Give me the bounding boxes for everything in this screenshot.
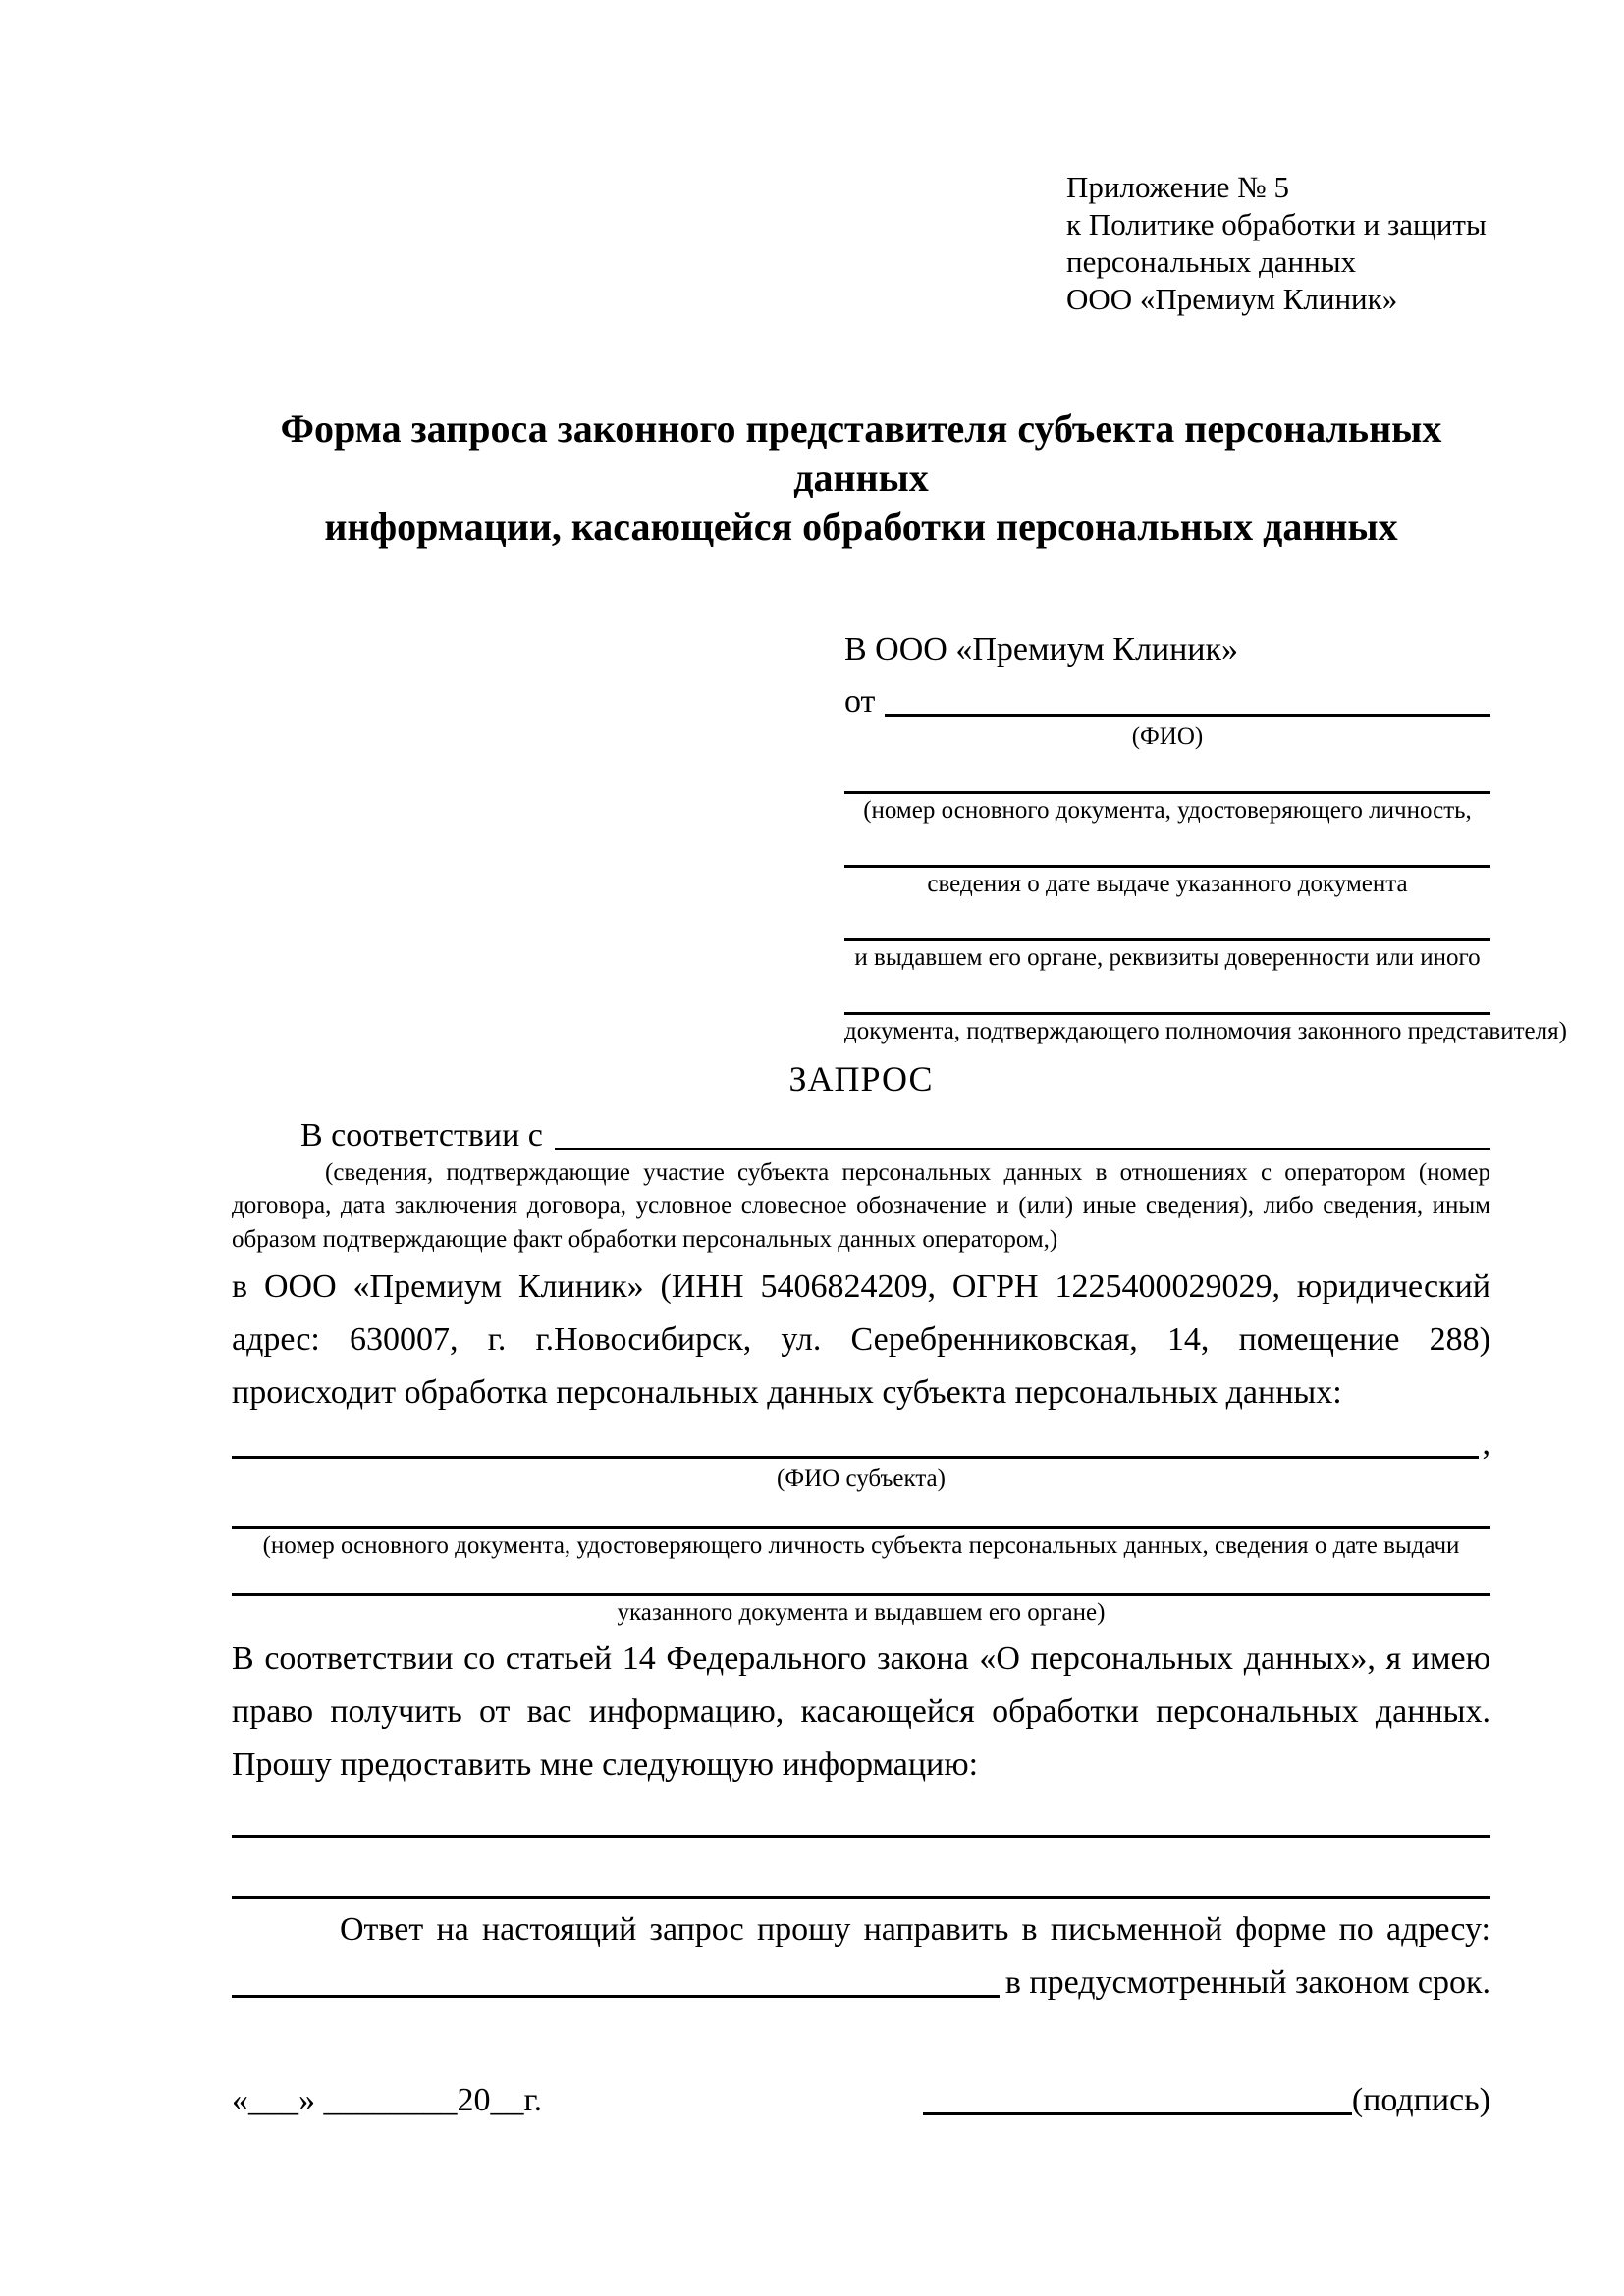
- signature-caption: (подпись): [1351, 2082, 1490, 2118]
- blank-line: [844, 828, 1490, 868]
- addressee-to: В ООО «Премиум Клиник»: [844, 631, 1239, 667]
- subject-fio-blank-line: [232, 1456, 1479, 1459]
- appendix-block: [1066, 169, 1490, 318]
- blank-line: [232, 1495, 1490, 1529]
- appendix-line: к Политике обработки и защиты: [1066, 207, 1487, 241]
- document-title: [232, 404, 1490, 552]
- blank-line: [844, 754, 1490, 794]
- reply-suffix: в предусмотренный законом срок.: [1004, 1964, 1490, 2001]
- accordance-blank-line: [555, 1148, 1490, 1150]
- signature-row: [232, 2070, 1490, 2119]
- law-paragraph: В соответствии со статьей 14 Федерального закона «О персональных данных», я имею право получить от вас информацию, касающейся обработки персональных данных. Прошу предоставить мне следующую информацию:: [232, 1640, 1490, 1783]
- request-heading: ЗАПРОС: [788, 1059, 934, 1098]
- subject-fio-caption: (ФИО субъекта): [777, 1466, 946, 1492]
- accordance-caption: (сведения, подтверждающие участие субъекта персональных данных в отношениях с оператором (номер договора, дата заключения договора, условное словесное обозначение и (или) иные сведения), либо сведения, иным образом подтверждающие факт обработки персональных данных оператором,): [232, 1159, 1490, 1253]
- addressee-block: [844, 628, 1567, 1048]
- subject-document-caption2: указанного документа и выдавшем его органе): [617, 1599, 1106, 1626]
- appendix-line: персональных данных: [1066, 244, 1357, 279]
- signature-date: «___» ________20__г.: [232, 2082, 543, 2118]
- info-blank-line: [232, 1821, 1490, 1838]
- issue-date-caption: сведения о дате выдаче указанного документа: [927, 871, 1408, 897]
- fio-blank-line: [885, 714, 1490, 717]
- appendix-line: ООО «Премиум Клиник»: [1066, 282, 1398, 316]
- accordance-label: В соответствии с: [300, 1117, 543, 1153]
- blank-line: [232, 1562, 1490, 1596]
- representative-authority-caption: документа, подтверждающего полномочия законного представителя): [844, 1018, 1567, 1044]
- address-blank-line: [232, 1995, 1000, 1998]
- from-label: от: [844, 683, 876, 720]
- document-title-line: Форма запроса законного представителя субъекта персональных данных: [280, 406, 1442, 500]
- accordance-row: [232, 1105, 1490, 1154]
- blank-line: [844, 975, 1490, 1015]
- from-row: [844, 671, 1490, 721]
- reply-sentence: Ответ на настоящий запрос прошу направить в письменной форме по адресу:: [340, 1911, 1490, 1948]
- fio-caption: (ФИО): [1131, 723, 1204, 750]
- reply-address-row: [232, 1954, 1490, 2002]
- signature-blank-line: [923, 2112, 1352, 2115]
- document-title-line: информации, касающейся обработки персональных данных: [324, 505, 1398, 549]
- info-blank-line: [232, 1838, 1490, 1899]
- appendix-line: Приложение № 5: [1066, 170, 1289, 204]
- subject-fio-row: [232, 1419, 1490, 1463]
- subject-comma: ,: [1482, 1425, 1490, 1462]
- signature-area: [923, 2082, 1490, 2119]
- operator-paragraph: в ООО «Премиум Клиник» (ИНН 5406824209, ОГРН 1225400029029, юридический адрес: 630007, г. г.Новосибирск, ул. Серебренниковская, 14, помещение 288) происходит обработка персональных данных субъекта персональных данных:: [232, 1268, 1490, 1411]
- document-number-caption: (номер основного документа, удостоверяющего личность,: [863, 797, 1472, 824]
- blank-line: [844, 901, 1490, 941]
- subject-document-caption: (номер основного документа, удостоверяющего личность субъекта персональных данных, сведения о дате выдачи: [262, 1532, 1460, 1559]
- issuing-authority-caption: и выдавшем его органе, реквизиты доверенности или иного: [854, 944, 1481, 971]
